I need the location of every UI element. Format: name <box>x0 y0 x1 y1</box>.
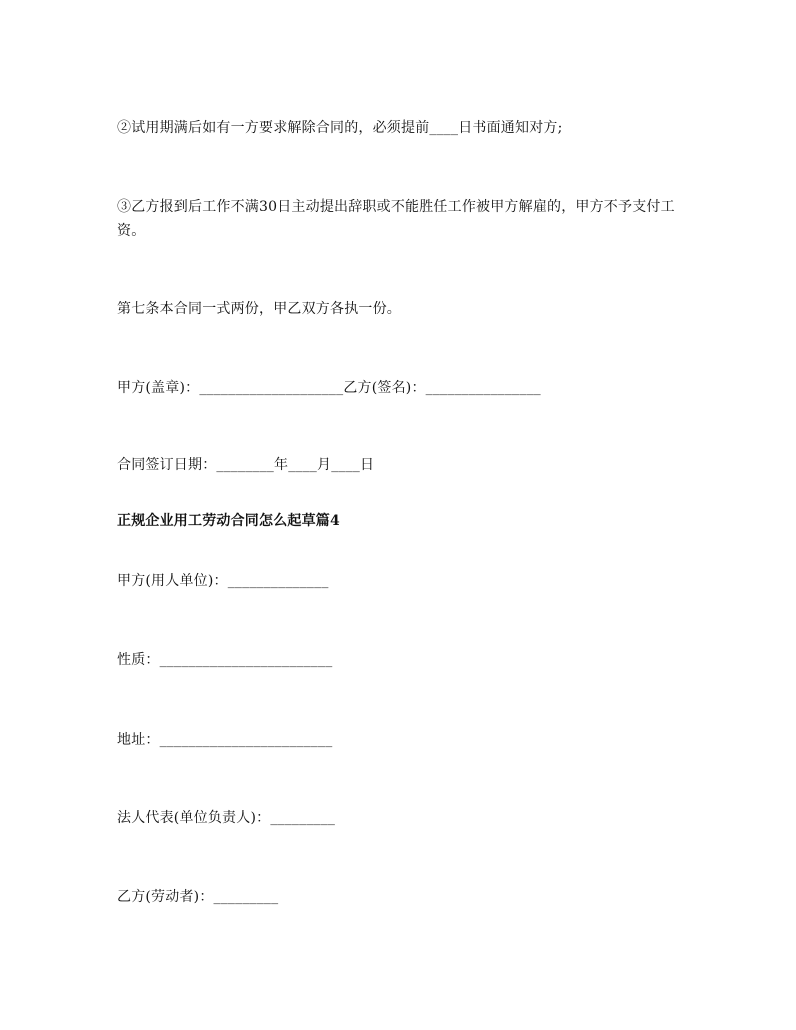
clause-3: ③乙方报到后工作不满30日主动提出辞职或不能胜任工作被甲方解雇的，甲方不予支付工资。 <box>117 199 675 239</box>
nature-field: 性质：________________________ <box>117 652 333 668</box>
party-a-field: 甲方(用人单位)：______________ <box>117 573 329 589</box>
legal-rep-field: 法人代表(单位负责人)：_________ <box>117 810 336 826</box>
clause-2: ②试用期满后如有一方要求解除合同的，必须提前____日书面通知对方; <box>117 120 563 136</box>
signature-line: 甲方(盖章)：____________________乙方(签名)：________________ <box>117 380 541 396</box>
sign-date-line: 合同签订日期：________年____月____日 <box>117 457 375 473</box>
article-7: 第七条本合同一式两份，甲乙双方各执一份。 <box>117 301 401 317</box>
section-heading: 正规企业用工劳动合同怎么起草篇4 <box>117 513 340 529</box>
party-b-field: 乙方(劳动者)：_________ <box>117 889 279 905</box>
address-field: 地址：________________________ <box>117 732 333 748</box>
